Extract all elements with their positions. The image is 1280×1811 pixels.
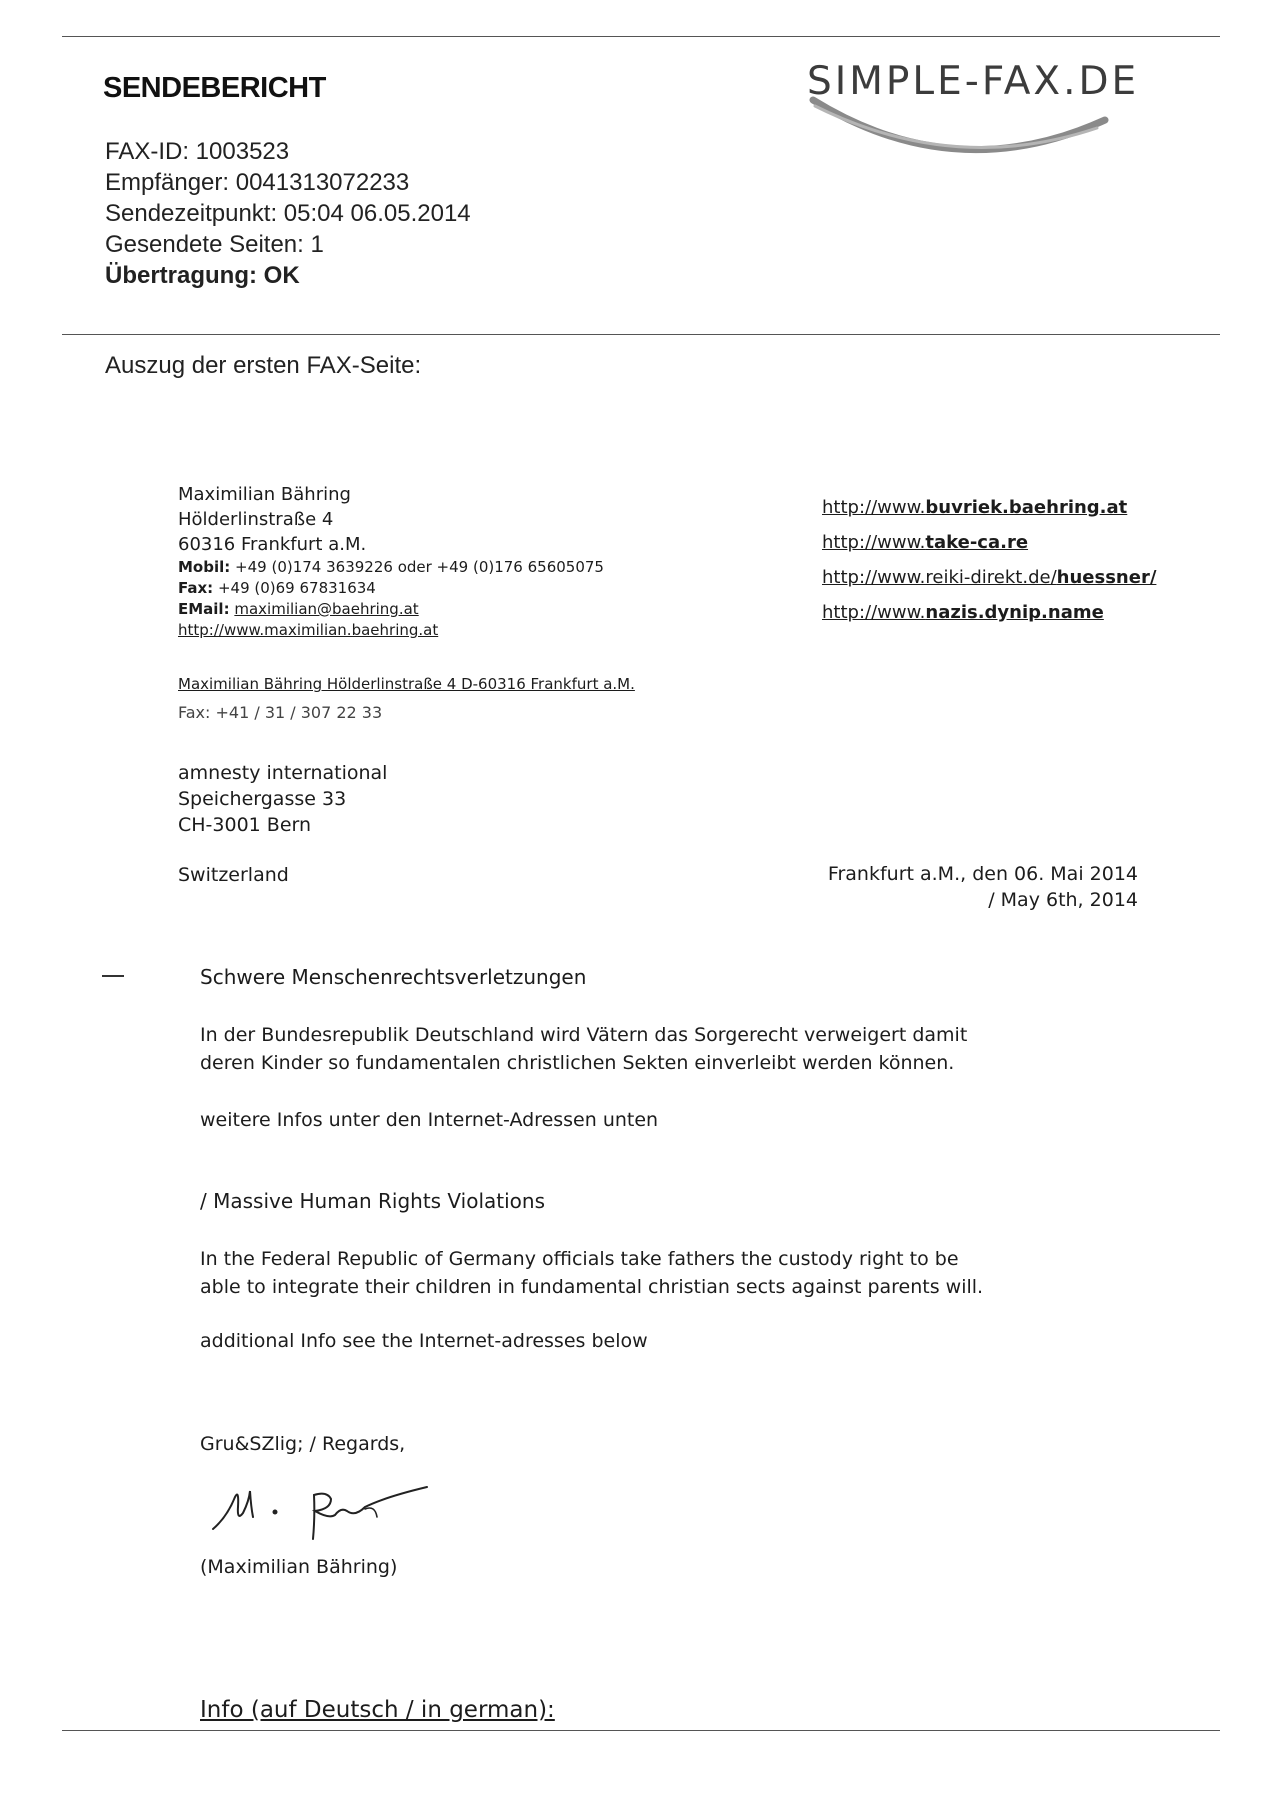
sender-website: http://www.maximilian.baehring.at — [178, 621, 439, 639]
excerpt-label: Auszug der ersten FAX-Seite: — [105, 352, 422, 379]
send-time: Sendezeitpunkt: 05:04 06.05.2014 — [105, 200, 471, 227]
link-item: http://www.reiki-direkt.de/huessner/ — [822, 567, 1157, 588]
body-german: In der Bundesrepublik Deutschland wird Vätern das Sorgerecht verweigert damit deren Kinder so fundamentalen christlichen Sekten einverleibt werden können. — [200, 1024, 968, 1074]
link-item: http://www.nazis.dynip.name — [822, 602, 1104, 623]
report-title: SENDEBERICHT — [103, 72, 326, 104]
fax-id: FAX-ID: 1003523 — [105, 138, 290, 165]
signature-image — [205, 1477, 435, 1547]
body-english: In the Federal Republic of Germany officials take fathers the custody right to be able to integrate their children in fundamental christian sects against parents will. — [200, 1248, 984, 1298]
meta-rule — [62, 334, 1220, 335]
letter-date: Frankfurt a.M., den 06. Mai 2014 / May 6th, 2014 — [827, 863, 1138, 911]
report-meta — [105, 136, 471, 291]
fold-mark — [102, 975, 124, 977]
link-list — [822, 490, 1156, 630]
subject-english: / Massive Human Rights Violations — [200, 1189, 546, 1213]
recipient-address — [178, 760, 387, 838]
link-item: http://www.buvriek.baehring.at — [822, 497, 1128, 518]
svg-text:SIMPLE-FAX.DE: SIMPLE-FAX.DE — [807, 59, 1140, 104]
sender-email: EMail: maximilian@baehring.at — [178, 600, 419, 618]
more-info-german: weitere Infos unter den Internet-Adressen unten — [200, 1109, 659, 1131]
simple-fax-logo — [805, 58, 1205, 168]
recipient-line: Speichergasse 33 — [178, 788, 347, 810]
recipient-fax-number: Fax: +41 / 31 / 307 22 33 — [178, 703, 383, 722]
more-info-english: additional Info see the Internet-adresses below — [200, 1330, 648, 1352]
recipient-country: Switzerland — [178, 864, 289, 886]
subject-german: Schwere Menschenrechtsverletzungen — [200, 965, 587, 989]
sender-block — [178, 482, 604, 641]
bottom-rule — [62, 1730, 1220, 1731]
recipient-line: amnesty international — [178, 762, 388, 784]
transmission-status: Übertragung: OK — [105, 262, 300, 289]
sender-name: Maximilian Bähring — [178, 484, 351, 505]
recipient-number: Empfänger: 0041313072233 — [105, 169, 410, 196]
link-item: http://www.take-ca.re — [822, 532, 1029, 553]
return-address: Maximilian Bähring Hölderlinstraße 4 D-60316 Frankfurt a.M. — [178, 675, 635, 693]
sender-street: Hölderlinstraße 4 — [178, 509, 334, 530]
top-rule — [62, 36, 1220, 37]
sender-mobile: Mobil: +49 (0)174 3639226 oder +49 (0)176 65605075 — [178, 558, 604, 576]
greeting: Gru&SZlig; / Regards, — [200, 1433, 406, 1455]
pages-sent: Gesendete Seiten: 1 — [105, 231, 324, 258]
sender-city: 60316 Frankfurt a.M. — [178, 534, 367, 555]
signature-name: (Maximilian Bähring) — [200, 1556, 398, 1578]
recipient-line: CH-3001 Bern — [178, 814, 312, 836]
info-heading: Info (auf Deutsch / in german): — [200, 1697, 555, 1723]
sender-fax: Fax: +49 (0)69 67831634 — [178, 579, 376, 597]
